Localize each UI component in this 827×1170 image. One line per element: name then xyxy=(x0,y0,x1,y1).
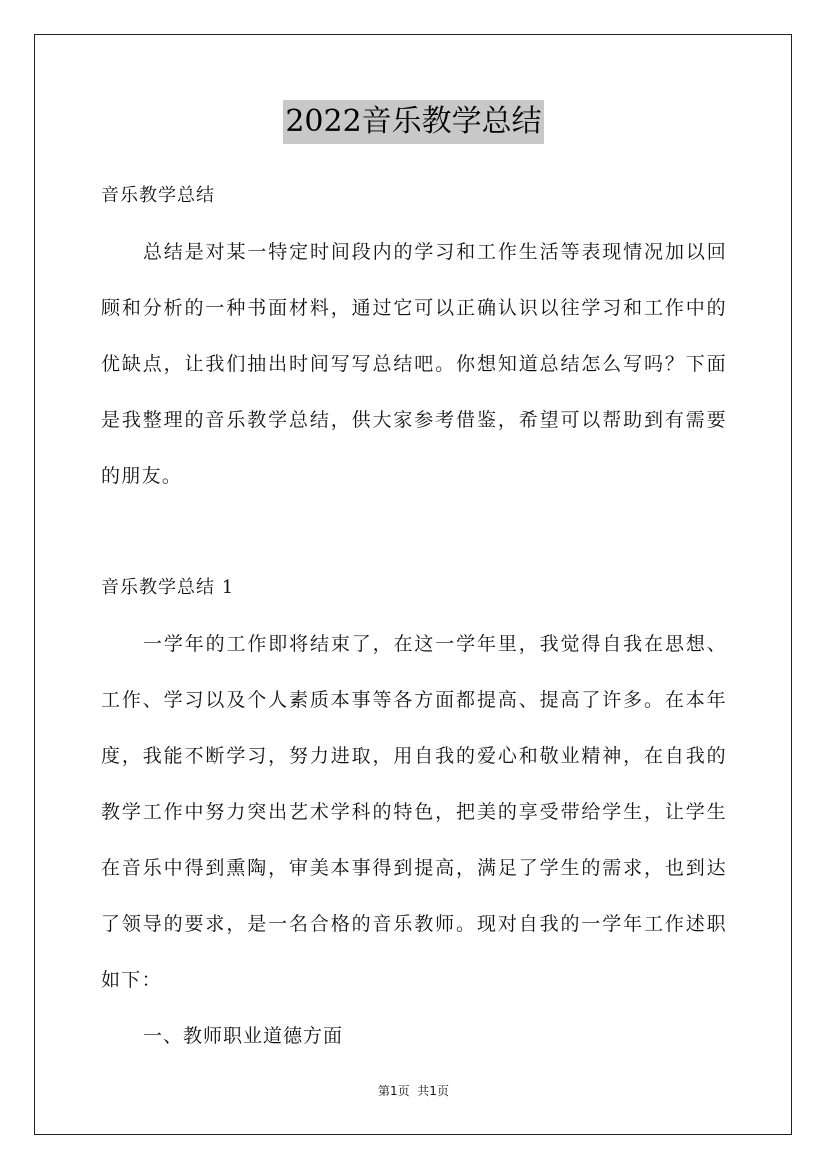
title-container xyxy=(0,100,827,144)
subheading-teacher-ethics: 一、教师职业道德方面 xyxy=(143,1025,344,1047)
document-body xyxy=(101,168,727,1064)
intro-paragraph: 总结是对某一特定时间段内的学习和工作生活等表现情况加以回顾和分析的一种书面材料，通过它可以正确认识以往学习和工作中的优缺点，让我们抽出时间写写总结吧。你想知道总结怎么写吗？下面是我整理的音乐教学总结，供大家参考借鉴，希望可以帮助到有需要的朋友。 xyxy=(101,241,727,487)
blank-line xyxy=(101,504,727,560)
section-heading-1: 音乐教学总结 1 xyxy=(101,577,235,598)
page-footer: 第1页 共1页 xyxy=(378,1084,449,1098)
section-heading-intro: 音乐教学总结 xyxy=(101,185,215,206)
document-title: 2022音乐教学总结 xyxy=(283,100,543,144)
section-1-paragraph: 一学年的工作即将结束了，在这一学年里，我觉得自我在思想、工作、学习以及个人素质本事等各方面都提高、提高了许多。在本年度，我能不断学习，努力进取，用自我的爱心和敬业精神，在自我的教学工作中努力突出艺术学科的特色，把美的享受带给学生，让学生在音乐中得到熏陶，审美本事得到提高，满足了学生的需求，也到达了领导的要求，是一名合格的音乐教师。现对自我的一学年工作述职如下： xyxy=(101,633,727,991)
